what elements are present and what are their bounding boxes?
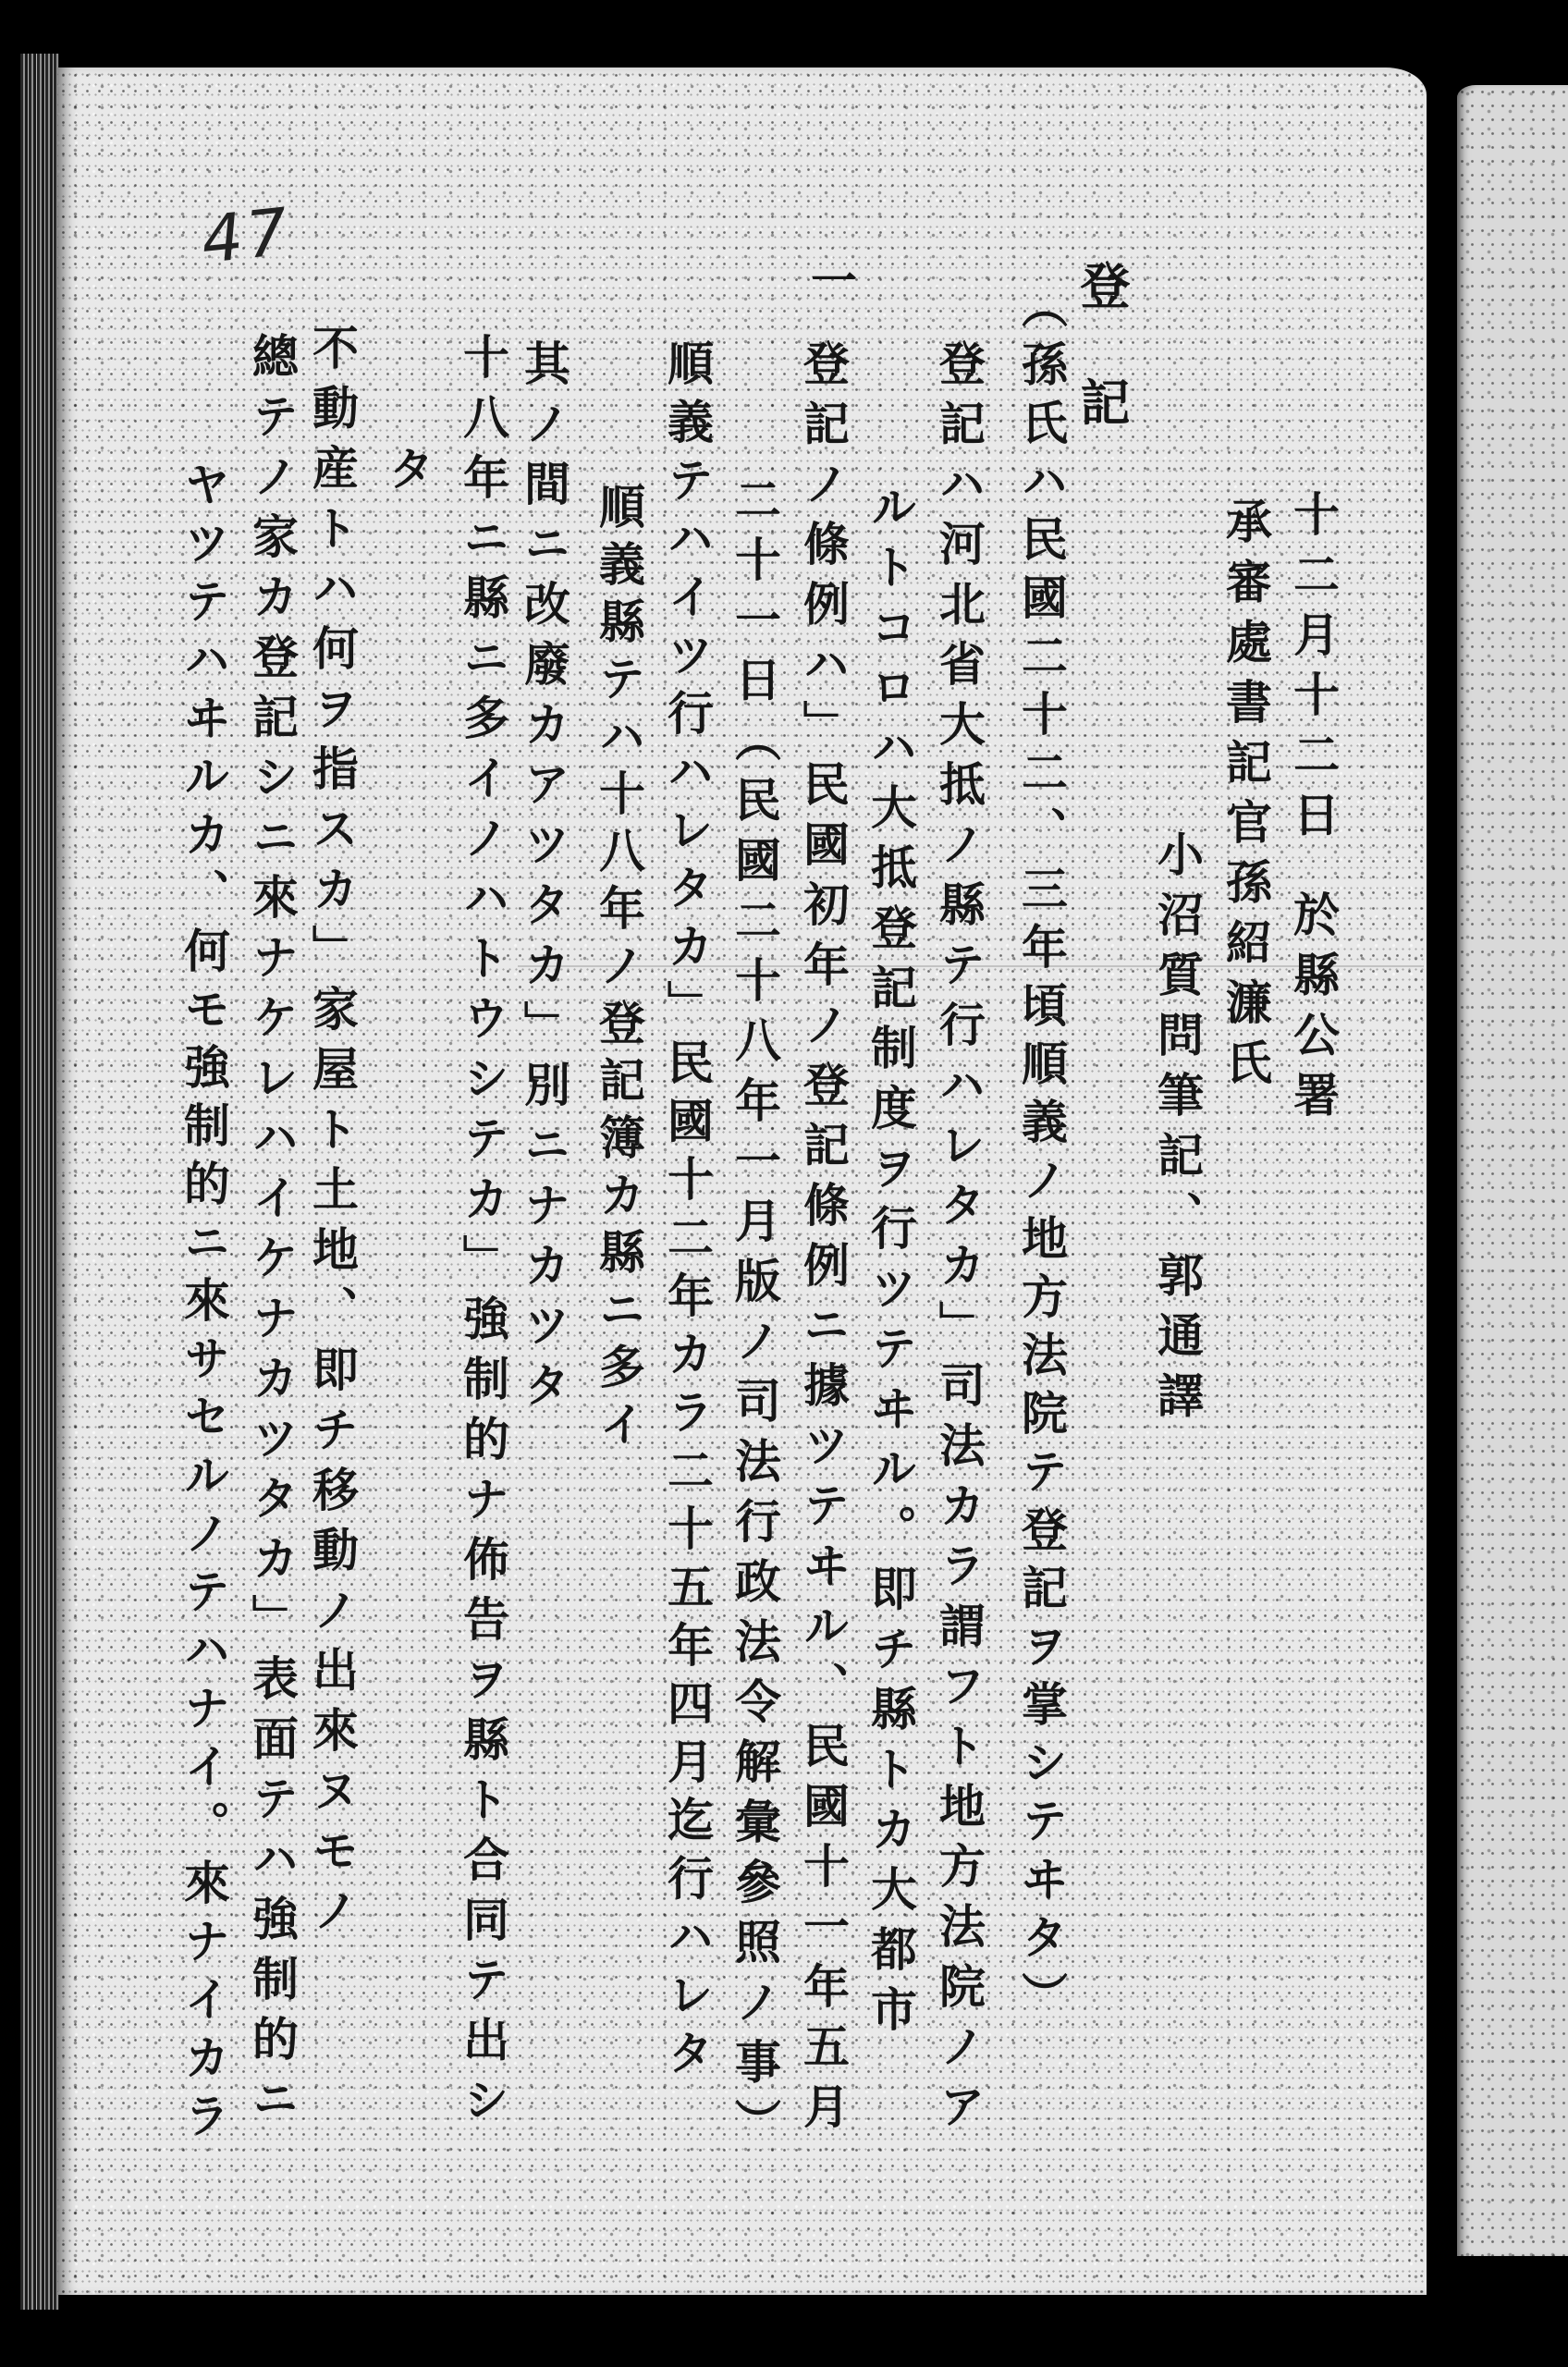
text-column: タ [381, 445, 435, 505]
recorder-credit: 小沼質問筆記、郭通譯 [1150, 830, 1205, 1431]
text-column: 登記ハ河北省大抵ノ縣テ行ハレタカ」司法カラ謂フト地方法院ノア [932, 339, 986, 2142]
text-column: 二十一日（民國二十八年一月版ノ司法行政法令解彙參照ノ事） [728, 475, 782, 2158]
text-column: 順義テハイツ行ハレタカ」民國十二年カラ二十五年四月迄行ハレタ [660, 339, 715, 2087]
text-column: ルトコロハ大抵登記制度ヲ行ツテヰル。即チ縣トカ大都市 [864, 483, 918, 2045]
text-column: 十八年ニ縣ニ多イノハトウシテカ」強制的ナ佈告ヲ縣ト合同テ出シ [456, 333, 510, 2136]
text-column: 其ノ間ニ改廢カアツタカ」別ニナカツタ [517, 339, 571, 1421]
informant-name: 承審處書記官孫紹濂氏 [1219, 497, 1273, 1098]
text-column: （孫氏ハ民國二十二、三年頃順義ノ地方法院テ登記ヲ掌シテヰタ） [1014, 282, 1069, 2030]
text-column: 不動産トハ何ヲ指スカ」家屋ト土地、即チ移動ノ出來ヌモノ [305, 324, 360, 1946]
interview-date: 十二月十二日 [1286, 490, 1341, 851]
text-column: 總テノ家カ登記シニ來ナケレハイケナカツタカ」表面テハ強制的ニ [245, 332, 300, 2135]
text-column: 登記ノ條例ハ」民國初年ノ登記條例ニ據ツテヰル、民國十一年五月 [796, 339, 851, 2142]
page-number: 47 [197, 193, 296, 278]
item-marker: 一 [803, 256, 858, 316]
section-title: 登記 [1072, 260, 1132, 493]
text-column: 順義縣テハ十八年ノ登記簿カ縣ニ多イ [592, 483, 646, 1457]
text-column: ヤツテハヰルカ、何モ強制的ニ來サセルノテハナイ。來ナイカラ [177, 460, 231, 2150]
interview-place: 於縣公署 [1286, 890, 1341, 1131]
